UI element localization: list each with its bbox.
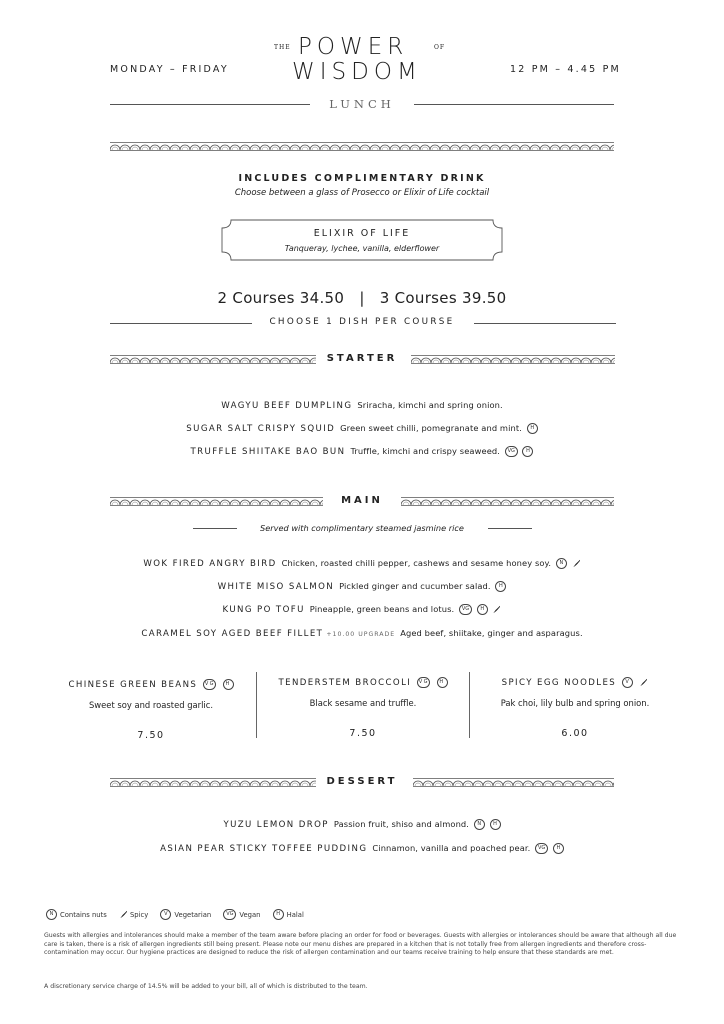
legend-item (119, 911, 150, 919)
main-item (0, 581, 724, 592)
dish-name: SUGAR SALT CRISPY SQUID (186, 424, 336, 434)
halal-icon: H (522, 446, 533, 457)
chili-icon (492, 605, 501, 614)
side-dish-desc: Black sesame and truffle. (309, 698, 417, 708)
side-dish-name: CHINESE GREEN BEANS (68, 680, 198, 690)
dessert-item (0, 843, 724, 854)
side-dish (470, 677, 680, 739)
scallop-border-icon (401, 497, 614, 506)
side-dish (258, 677, 468, 739)
dish-name: CARAMEL SOY AGED BEEF FILLET (141, 629, 324, 639)
drink-heading: INCLUDES COMPLIMENTARY DRINK (238, 173, 486, 184)
chili-icon (572, 559, 581, 568)
drink-subheading: Choose between a glass of Prosecco or Elixir of Life cocktail (234, 188, 490, 198)
dish-name: KUNG PO TOFU (222, 605, 305, 615)
dish-desc: Aged beef, shiitake, ginger and asparagus. (400, 628, 583, 638)
legend-label: Vegan (239, 910, 261, 919)
dish-desc: Passion fruit, shiso and almond. (333, 819, 470, 829)
cocktail-box (221, 219, 503, 261)
two-course-price: 2 Courses 34.50 (217, 289, 345, 307)
side-dish-name: SPICY EGG NOODLES (501, 678, 617, 688)
vegan-icon: VG (417, 677, 430, 688)
legend-label: Vegetarian (174, 910, 212, 919)
main-item (0, 604, 724, 615)
logo (262, 34, 462, 86)
legend-item (160, 911, 213, 919)
main-item (0, 558, 724, 569)
nuts-icon: N (556, 558, 567, 569)
dish-desc: Sriracha, kimchi and spring onion. (357, 400, 503, 410)
dish-name: WAGYU BEEF DUMPLING (221, 401, 353, 411)
side-dish-price: 7.50 (137, 730, 165, 741)
scallop-border-top (110, 142, 614, 151)
side-dish-desc: Pak choi, lily bulb and spring onion. (500, 698, 650, 708)
cocktail-desc: Tanqueray, lychee, vanilla, elderflower (284, 244, 440, 253)
halal-icon: H (477, 604, 488, 615)
halal-icon: H (437, 677, 448, 688)
legend-item (223, 911, 262, 919)
dish-desc: Truffle, kimchi and crispy seaweed. (350, 446, 501, 456)
opening-days: MONDAY – FRIDAY (110, 64, 229, 75)
dish-desc: Pickled ginger and cucumber salad. (339, 581, 491, 591)
dish-name: WHITE MISO SALMON (217, 582, 335, 592)
legend-item (273, 911, 304, 919)
side-dish-price: 7.50 (349, 728, 377, 739)
vegan-icon: VG (223, 909, 236, 920)
dish-name: YUZU LEMON DROP (223, 820, 329, 830)
starter-item (0, 446, 724, 457)
dish-upgrade: +10.00 UPGRADE (326, 631, 396, 638)
side-dish-title (258, 677, 468, 688)
main-item (0, 628, 724, 639)
rice-rule-right (488, 528, 532, 529)
allergy-notice: Guests with allergies and intolerances should make a member of the team aware before placing an order for food or beverages. Guests with allergies or intolerances should be aware that although all due care is taken, there is a risk of allergen ingredients still being present. Please note our menu dishes are prepared in a kitchen that is not totally free from allergen ingredients and therefore cross-contamination may occur. Our hygiene practices are designed to reduce the risk of allergen contamination and our teams receive training to help ensure that these standards are met. (44, 932, 677, 957)
dessert-item (0, 819, 724, 830)
legend-item (46, 911, 109, 919)
logo-of: OF (434, 44, 446, 51)
dish-desc: Pineapple, green beans and lotus. (309, 604, 455, 614)
halal-icon: H (273, 909, 284, 920)
vegan-icon: VG (203, 679, 216, 690)
dish-desc: Green sweet chilli, pomegranate and mint. (340, 423, 522, 433)
choose-instruction: CHOOSE 1 DISH PER COURSE (269, 317, 455, 327)
service-title: LUNCH (329, 97, 395, 111)
main-title: MAIN (341, 495, 383, 506)
starter-item (0, 423, 724, 434)
scallop-border-icon (110, 142, 614, 151)
choose-rule-right (474, 323, 616, 324)
course-pricing (0, 289, 724, 307)
vegan-icon: VG (535, 843, 548, 854)
vegetarian-icon: V (622, 677, 633, 688)
three-course-price: 3 Courses 39.50 (379, 289, 507, 307)
dish-desc: Chicken, roasted chilli pepper, cashews and sesame honey soy. (281, 558, 552, 568)
legend-label: Contains nuts (60, 910, 107, 919)
allergen-legend (46, 909, 314, 920)
scallop-dessert-right (413, 778, 614, 787)
nuts-icon: N (474, 819, 485, 830)
scallop-starter-right (411, 355, 615, 364)
cocktail-frame-icon (221, 219, 503, 261)
legend-label: Halal (286, 910, 304, 919)
chili-icon (119, 910, 128, 919)
side-dish-name: TENDERSTEM BROCCOLI (278, 678, 412, 688)
dish-name: ASIAN PEAR STICKY TOFFEE PUDDING (160, 844, 368, 854)
vegetarian-icon: V (160, 909, 171, 920)
lunch-rule-right (414, 104, 614, 105)
service-charge-notice: A discretionary service charge of 14.5% will be added to your bill, all of which is distributed to the team. (44, 983, 368, 990)
vegan-icon: VG (459, 604, 472, 615)
logo-power: POWER (298, 34, 409, 60)
side-dish-desc: Sweet soy and roasted garlic. (88, 700, 214, 710)
chili-icon (639, 678, 648, 687)
side-dish-title (470, 677, 680, 688)
halal-icon: H (223, 679, 234, 690)
dish-name: WOK FIRED ANGRY BIRD (143, 559, 277, 569)
starter-title: STARTER (326, 353, 398, 364)
dessert-title: DESSERT (326, 776, 398, 787)
starter-item (0, 400, 724, 411)
logo-the: THE (274, 44, 291, 51)
vegan-icon: VG (505, 446, 518, 457)
halal-icon: H (553, 843, 564, 854)
main-note: Served with complimentary steamed jasmine rice (260, 523, 464, 533)
side-dish-title (46, 679, 256, 690)
halal-icon: H (527, 423, 538, 434)
cocktail-name: ELIXIR OF LIFE (313, 228, 411, 239)
logo-wisdom: WISDOM (292, 59, 422, 85)
scallop-border-icon (413, 778, 614, 787)
dish-desc: Cinnamon, vanilla and poached pear. (372, 843, 531, 853)
opening-hours: 12 PM – 4.45 PM (510, 64, 621, 75)
side-divider (256, 672, 257, 738)
scallop-main-right (401, 497, 614, 506)
legend-label: Spicy (129, 910, 149, 919)
price-separator: | (359, 289, 365, 307)
nuts-icon: N (46, 909, 57, 920)
scallop-border-icon (411, 355, 615, 364)
side-dish-price: 6.00 (561, 728, 589, 739)
halal-icon: H (490, 819, 501, 830)
side-dish (46, 679, 256, 741)
dish-name: TRUFFLE SHIITAKE BAO BUN (190, 447, 346, 457)
halal-icon: H (495, 581, 506, 592)
